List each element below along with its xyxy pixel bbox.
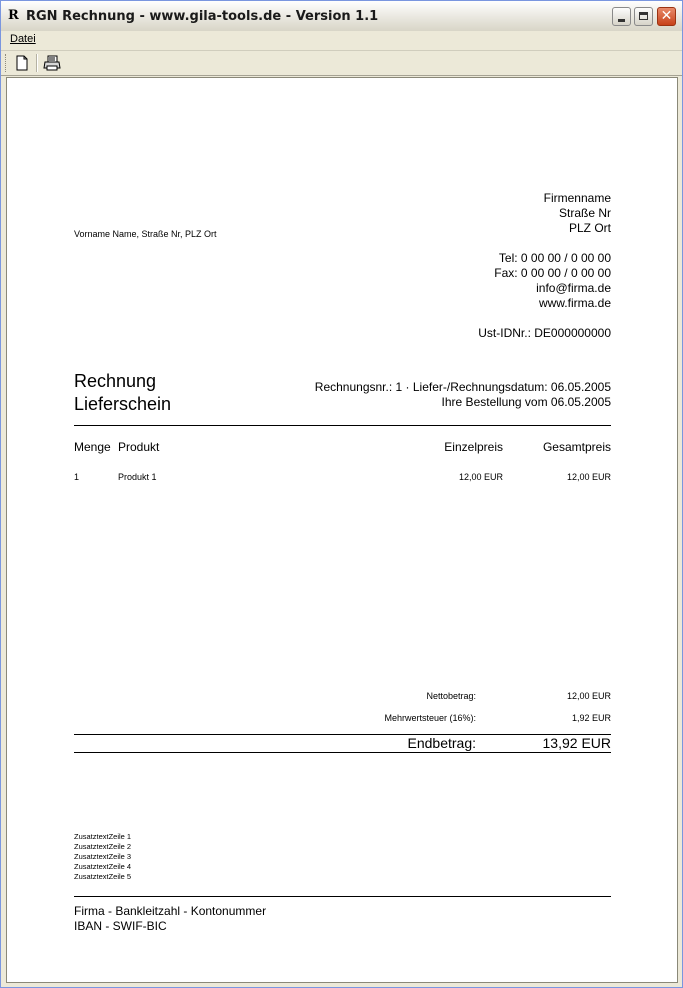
title-bar[interactable] xyxy=(1,1,682,32)
document-title-delivery: Lieferschein xyxy=(74,394,172,414)
column-header-total-price: Gesamtpreis xyxy=(542,440,611,454)
vat-value: 1,92 EUR xyxy=(571,713,611,723)
footer-bank-line: Firma - Bankleitzahl - Kontonummer xyxy=(74,904,267,918)
item-total-price: 12,00 EUR xyxy=(566,472,611,482)
close-button[interactable] xyxy=(657,7,676,26)
document-title-invoice: Rechnung xyxy=(74,371,157,391)
extra-text-line: ZusatztextZeile 5 xyxy=(74,872,132,881)
toolbar xyxy=(1,51,682,76)
final-amount-value: 13,92 EUR xyxy=(542,735,611,751)
extra-text-line: ZusatztextZeile 1 xyxy=(74,832,132,841)
column-header-unit-price: Einzelpreis xyxy=(444,440,503,454)
item-unit-price: 12,00 EUR xyxy=(458,472,503,482)
totals-divider-bottom xyxy=(74,752,611,753)
extra-text-line: ZusatztextZeile 3 xyxy=(74,852,132,861)
minimize-button[interactable] xyxy=(612,7,631,26)
extra-text-line: ZusatztextZeile 4 xyxy=(74,862,132,871)
printer-icon xyxy=(41,53,63,73)
company-street: Straße Nr xyxy=(558,206,611,220)
maximize-button[interactable] xyxy=(634,7,653,26)
invoice-meta-line: Rechnungsnr.: 1 · Liefer-/Rechnungsdatum: 06.05.2005 xyxy=(314,380,611,394)
company-vat-id: Ust-IDNr.: DE000000000 xyxy=(478,326,611,340)
new-document-button[interactable] xyxy=(11,53,33,73)
company-fax: Fax: 0 00 00 / 0 00 00 xyxy=(494,266,611,280)
final-amount-label: Endbetrag: xyxy=(407,735,476,751)
menu-bar xyxy=(1,31,682,51)
header-divider xyxy=(74,425,611,426)
column-header-qty: Menge xyxy=(74,440,111,454)
net-amount-label: Nettobetrag: xyxy=(426,691,476,701)
company-tel: Tel: 0 00 00 / 0 00 00 xyxy=(498,251,611,265)
new-document-icon xyxy=(11,53,33,73)
totals-divider-top xyxy=(74,734,611,735)
company-email: info@firma.de xyxy=(536,281,611,295)
item-product: Produkt 1 xyxy=(118,472,157,482)
toolbar-grip[interactable] xyxy=(5,54,8,72)
close-icon: ✕ xyxy=(660,8,673,24)
company-city: PLZ Ort xyxy=(568,221,611,235)
item-qty: 1 xyxy=(74,472,80,482)
footer-divider xyxy=(74,896,611,897)
toolbar-separator xyxy=(36,54,38,72)
vat-label: Mehrwertsteuer (16%): xyxy=(384,713,476,723)
invoice-page xyxy=(6,77,678,983)
minimize-icon xyxy=(618,19,625,22)
menu-datei[interactable]: Datei xyxy=(10,33,36,45)
net-amount-value: 12,00 EUR xyxy=(566,691,611,701)
company-name: Firmenname xyxy=(543,191,611,205)
print-button[interactable] xyxy=(41,53,63,73)
maximize-icon xyxy=(639,12,648,20)
extra-text-line: ZusatztextZeile 2 xyxy=(74,842,132,851)
footer-iban-line: IBAN - SWIF-BIC xyxy=(74,919,167,933)
company-web: www.firma.de xyxy=(538,296,611,310)
window-title: RGN Rechnung - www.gila-tools.de - Version 1.1 xyxy=(26,9,379,24)
sender-address-line: Vorname Name, Straße Nr, PLZ Ort xyxy=(74,229,217,239)
column-header-product: Produkt xyxy=(118,440,160,454)
app-icon: R xyxy=(8,8,19,23)
order-date-line: Ihre Bestellung vom 06.05.2005 xyxy=(441,395,611,409)
